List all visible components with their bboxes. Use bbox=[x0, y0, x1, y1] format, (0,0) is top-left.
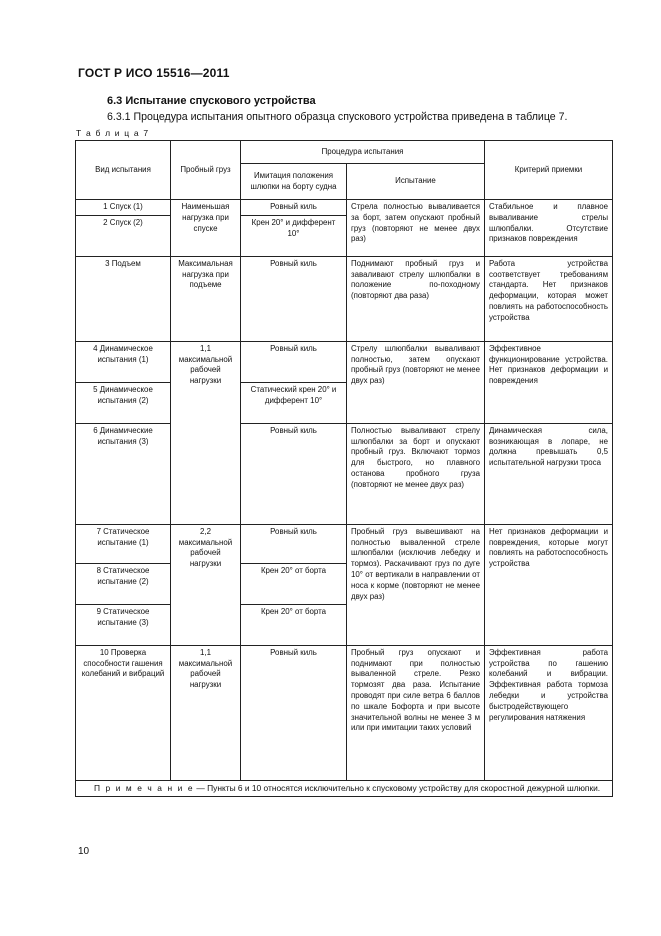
test-type-cell: 6 Динамические испытания (3) bbox=[76, 423, 171, 524]
test-type-cell: 3 Подъем bbox=[76, 256, 171, 341]
table-row bbox=[76, 524, 613, 563]
document-code: ГОСТ Р ИСО 15516—2011 bbox=[78, 66, 230, 80]
load-cell: 1,1 максимальной рабочей нагрузки bbox=[171, 341, 241, 524]
header-load: Пробный груз bbox=[171, 141, 241, 200]
simulation-cell: Ровный киль bbox=[241, 423, 347, 524]
load-cell: 1,1 максимальной рабочей нагрузки bbox=[171, 645, 241, 780]
load-cell: Наименьшая нагрузка при спуске bbox=[171, 200, 241, 257]
section-paragraph: 6.3.1 Процедура испытания опытного образца спускового устройства приведена в таблице 7. bbox=[107, 111, 568, 123]
test-cell: Пробный груз вывешивают на полностью вываленной стреле шлюпбалки (исключив лебедку и тормоз). Раскачивают груз по дуге 10° от вертикали в направлении от носа к корме (повторяют не менее двух раз) bbox=[347, 524, 485, 645]
load-cell: 2,2 максимальной рабочей нагрузки bbox=[171, 524, 241, 645]
test-procedure-table bbox=[75, 140, 613, 797]
test-type-cell: 7 Статическое испытание (1) bbox=[76, 524, 171, 563]
simulation-cell: Ровный киль bbox=[241, 341, 347, 382]
simulation-cell: Крен 20° от борта bbox=[241, 563, 347, 604]
simulation-cell: Статический крен 20° и дифферент 10° bbox=[241, 382, 347, 423]
simulation-cell: Ровный киль bbox=[241, 524, 347, 563]
note-text: — Пункты 6 и 10 относятся исключительно к спусковому устройству для скоростной дежурной шлюпки. bbox=[194, 782, 601, 793]
header-criteria: Критерий приемки bbox=[485, 141, 613, 200]
simulation-cell: Крен 20° и дифферент 10° bbox=[241, 215, 347, 256]
criteria-cell: Эффективная работа устройства по гашению колебаний и вибрации. Эффективная работа тормоза лебедки и устройства быстродействующего регулирования натяжения bbox=[485, 645, 613, 780]
test-cell: Полностью вываливают стрелу шлюпбалки за борт и опускают пробный груз. Включают тормоз для быстрого, но плавного останова пробного груза (повторяют не менее двух раз) bbox=[347, 423, 485, 524]
simulation-cell: Ровный киль bbox=[241, 256, 347, 341]
test-type-cell: 1 Спуск (1) bbox=[76, 200, 171, 216]
simulation-cell: Крен 20° от борта bbox=[241, 604, 347, 645]
page-number: 10 bbox=[78, 846, 90, 857]
simulation-cell: Ровный киль bbox=[241, 200, 347, 216]
header-procedure: Процедура испытания bbox=[241, 141, 485, 164]
test-cell: Стрела полностью вываливается за борт, затем опускают пробный груз (повторяют не менее двух раз) bbox=[347, 200, 485, 257]
table-row bbox=[76, 645, 613, 780]
table-row bbox=[76, 423, 613, 524]
table-row bbox=[76, 200, 613, 216]
criteria-cell: Динамическая сила, возникающая в лопаре, не должна превышать 0,5 испытательной нагрузки троса bbox=[485, 423, 613, 524]
test-type-cell: 10 Проверка способности гашения колебаний и вибраций bbox=[76, 645, 171, 780]
table-note-row bbox=[76, 780, 613, 796]
criteria-cell: Нет признаков деформации и повреждения, которые могут повлиять на работоспособность устройства bbox=[485, 524, 613, 645]
test-type-cell: 4 Динамическое испытания (1) bbox=[76, 341, 171, 382]
test-type-cell: 8 Статическое испытание (2) bbox=[76, 563, 171, 604]
table-caption: Т а б л и ц а 7 bbox=[76, 128, 150, 138]
table-note bbox=[76, 780, 613, 796]
table-row bbox=[76, 256, 613, 341]
table-row bbox=[76, 341, 613, 382]
header-test-type: Вид испытания bbox=[76, 141, 171, 200]
test-cell: Поднимают пробный груз и заваливают стрелу шлюпбалки в положение по-походному (повторяют два раза) bbox=[347, 256, 485, 341]
simulation-cell: Ровный киль bbox=[241, 645, 347, 780]
test-type-cell: 2 Спуск (2) bbox=[76, 215, 171, 256]
test-type-cell: 9 Статическое испытание (3) bbox=[76, 604, 171, 645]
test-type-cell: 5 Динамическое испытания (2) bbox=[76, 382, 171, 423]
note-label: П р и м е ч а н и е bbox=[94, 782, 195, 793]
criteria-cell: Работа устройства соответствует требованиям стандарта. Нет признаков деформации, которая может повлиять на работоспособность устройства bbox=[485, 256, 613, 341]
test-cell: Пробный груз опускают и поднимают при полностью вываленной стреле. Резко тормозят два раза. Испытание проводят при силе ветра 6 баллов по шкале Бофорта и при высоте значительной волны не менее 3 м или при имитации таких условий bbox=[347, 645, 485, 780]
load-cell: Максимальная нагрузка при подъеме bbox=[171, 256, 241, 341]
header-test: Испытание bbox=[347, 164, 485, 200]
section-title: 6.3 Испытание спускового устройства bbox=[107, 95, 316, 107]
criteria-cell: Стабильное и плавное вываливание стрелы шлюпбалки. Отсутствие признаков повреждения bbox=[485, 200, 613, 257]
header-simulation: Имитация положения шлюпки на борту судна bbox=[241, 164, 347, 200]
criteria-cell: Эффективное функционирование устройства. Нет признаков деформации и повреждения bbox=[485, 341, 613, 423]
table-header-row bbox=[76, 141, 613, 164]
test-cell: Стрелу шлюпбалки вываливают полностью, затем опускают пробный груз (повторяют не менее двух раз) bbox=[347, 341, 485, 423]
